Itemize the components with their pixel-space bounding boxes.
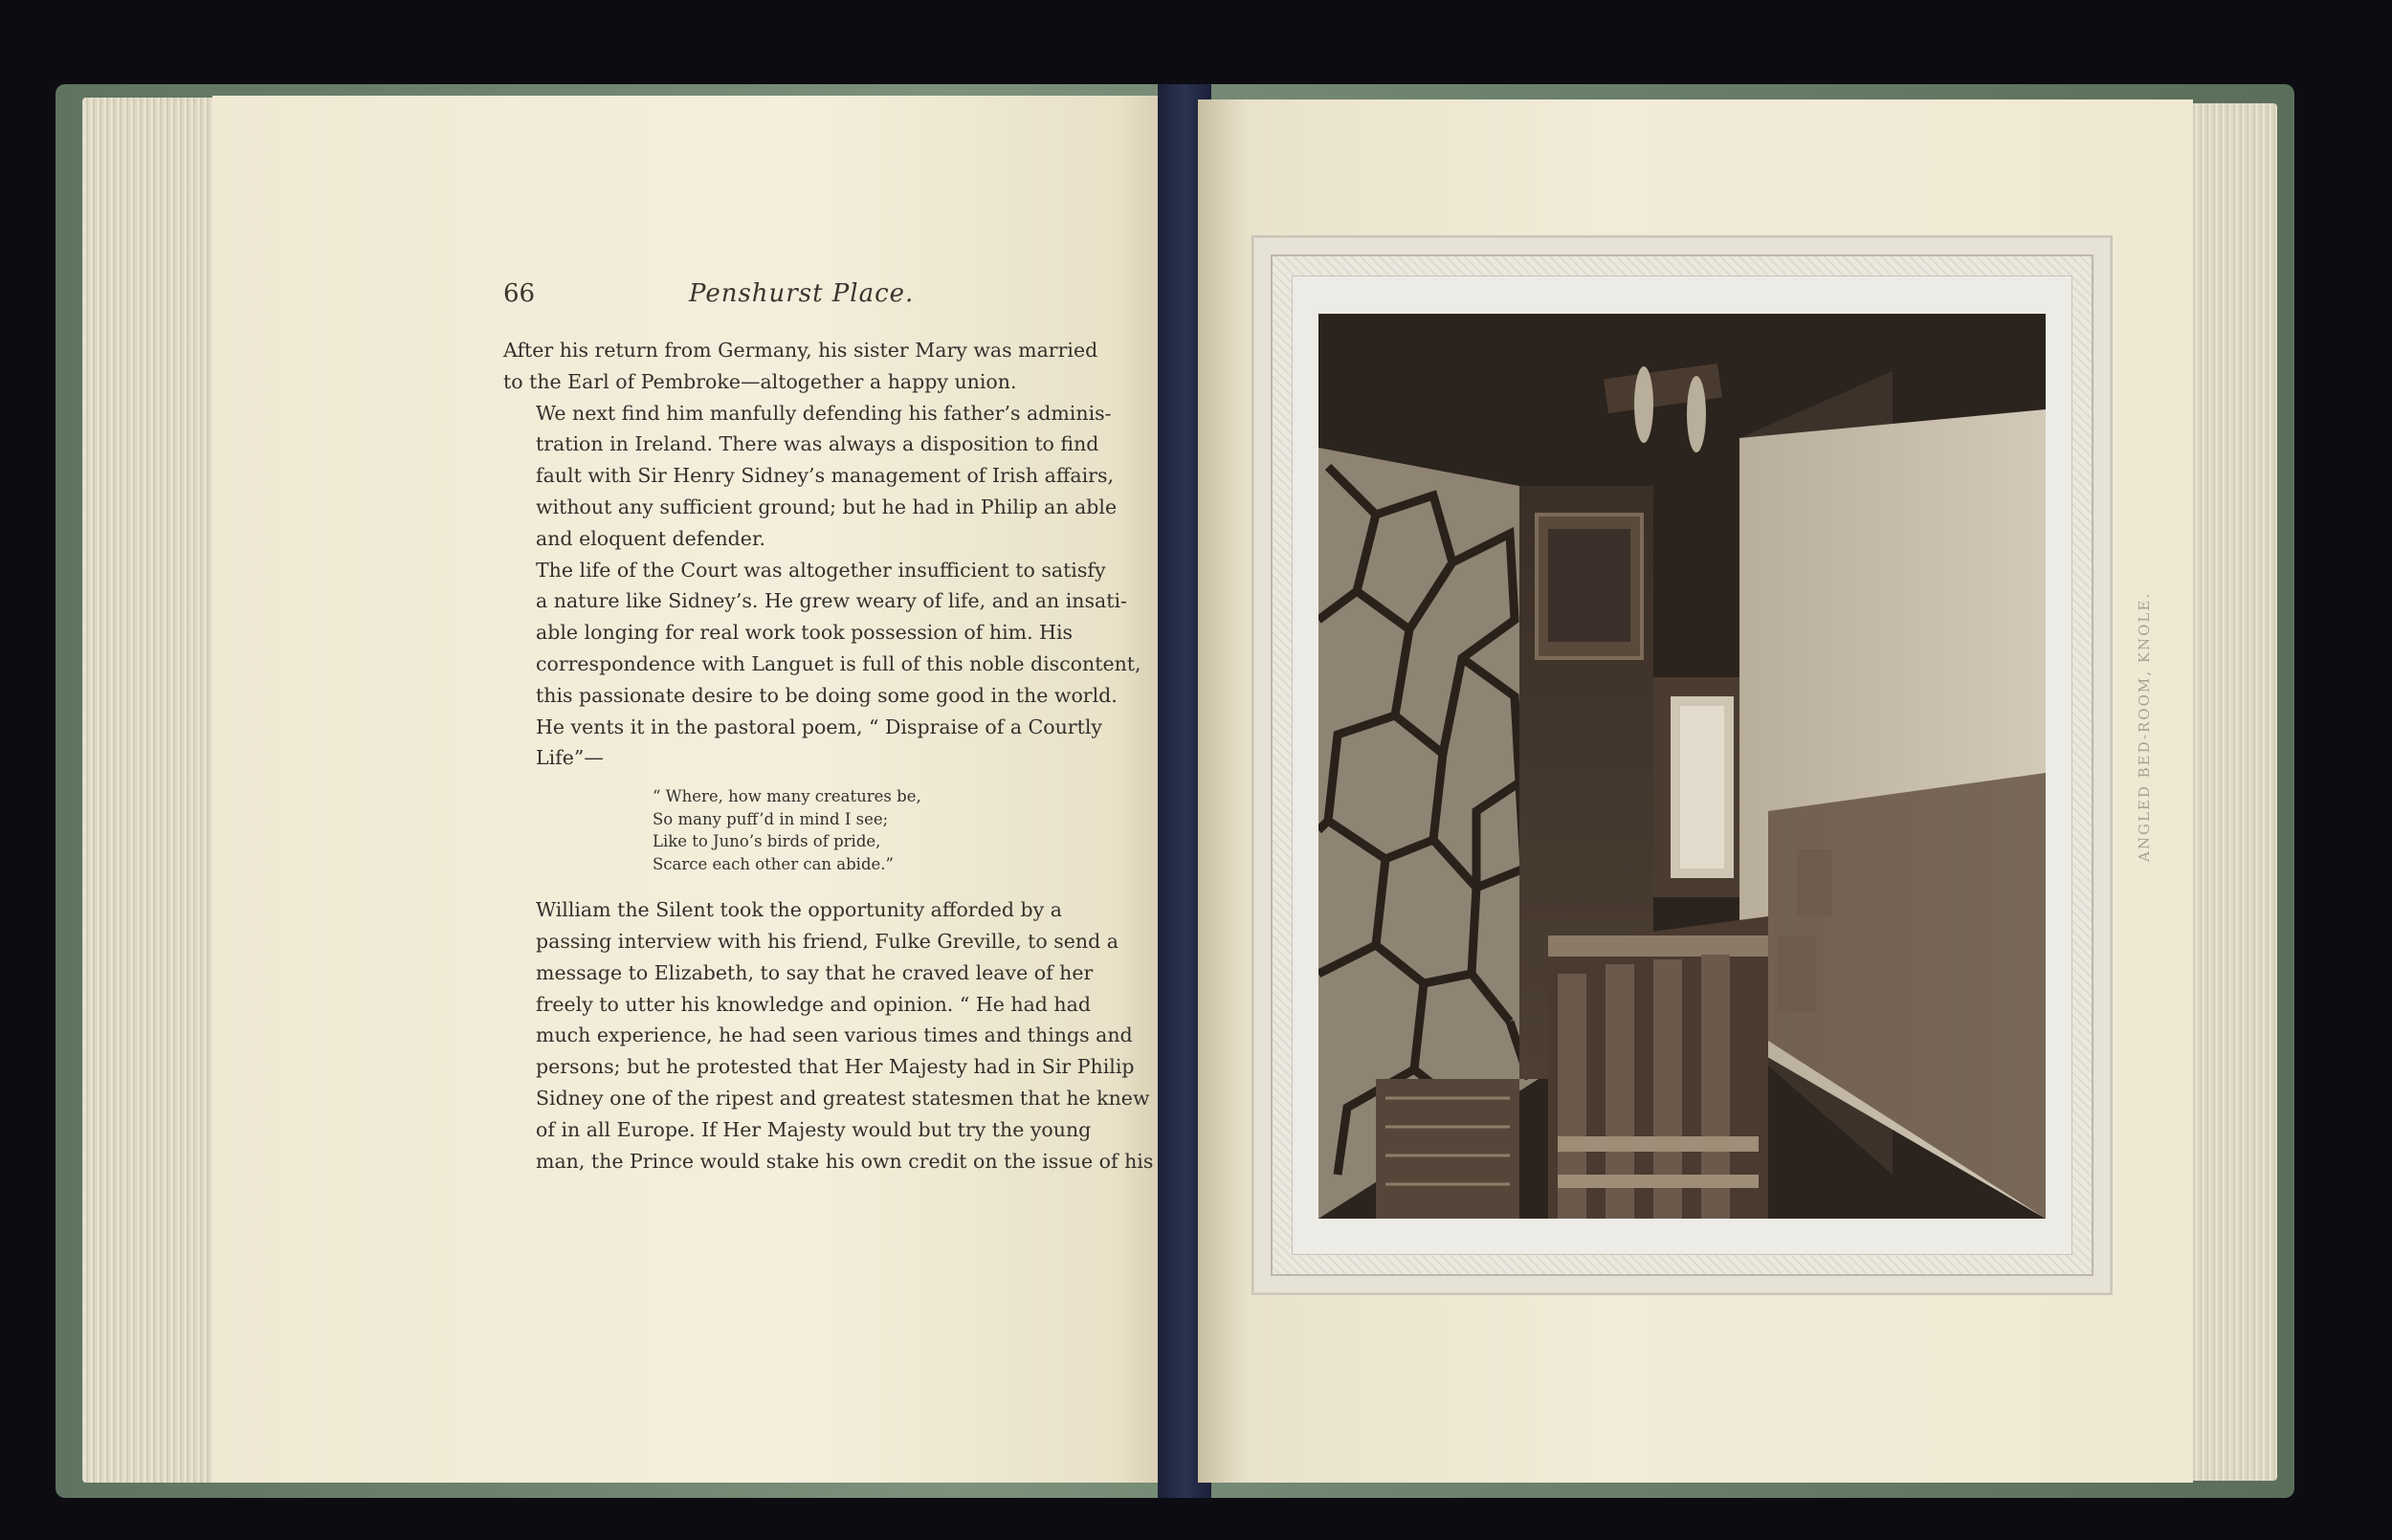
text-line: to the Earl of Pembroke—altogether a happy union. xyxy=(503,369,1017,393)
poem-line: So many puff’d in mind I see; xyxy=(653,809,889,828)
text-line: He vents it in the pastoral poem, “ Dispraise of a Courtly xyxy=(536,715,1102,738)
text-line: and eloquent defender. xyxy=(536,526,766,550)
text-line: without any sufficient ground; but he had in Philip an able xyxy=(536,495,1118,518)
bedroom-photograph-image xyxy=(1318,314,2046,1219)
paragraph xyxy=(503,555,1141,775)
text-line: William the Silent took the opportunity afforded by a xyxy=(536,898,1062,922)
page-number: 66 xyxy=(503,279,536,308)
text-line: message to Elizabeth, to say that he craved leave of her xyxy=(536,960,1094,984)
text-line: Sidney one of the ripest and greatest statesmen that he knew xyxy=(536,1086,1150,1110)
running-title: Penshurst Place. xyxy=(689,279,915,308)
poem-line: Scarce each other can abide.” xyxy=(653,854,894,873)
text-line: able longing for real work took possession of him. His xyxy=(536,621,1074,645)
text-line: We next find him manfully defending his father’s adminis- xyxy=(536,401,1112,425)
text-line: The life of the Court was altogether insufficient to satisfy xyxy=(536,558,1106,582)
running-head xyxy=(503,279,1049,314)
text-line: much experience, he had seen various times and things and xyxy=(536,1023,1133,1047)
paragraph xyxy=(503,894,1154,1177)
text-line: freely to utter his knowledge and opinion. “ He had had xyxy=(536,992,1091,1016)
bedroom-photograph xyxy=(1318,314,2046,1219)
text-line: persons; but he protested that Her Majesty had in Sir Philip xyxy=(536,1055,1135,1079)
poem-quotation xyxy=(653,785,1047,875)
plate-caption: ANGLED BED-ROOM, KNOLE. xyxy=(2136,591,2153,863)
text-line: correspondence with Languet is full of this noble discontent, xyxy=(536,651,1141,675)
text-line: After his return from Germany, his sister Mary was married xyxy=(503,339,1098,362)
poem-line: Like to Juno’s birds of pride, xyxy=(653,832,881,851)
paragraph xyxy=(503,398,1118,555)
text-line: a nature like Sidney’s. He grew weary of life, and an insati- xyxy=(536,589,1127,613)
text-line: of in all Europe. If Her Majesty would but try the young xyxy=(536,1117,1092,1141)
text-line: Life”— xyxy=(536,746,604,770)
paragraphs-after-poem xyxy=(503,894,1154,1177)
text-line: this passionate desire to be doing some good in the world. xyxy=(536,683,1118,707)
text-line: passing interview with his friend, Fulke Greville, to send a xyxy=(536,929,1118,953)
poem-line: “ Where, how many creatures be, xyxy=(653,787,921,806)
text-line: man, the Prince would stake his own credit on the issue of his xyxy=(536,1149,1154,1173)
body-text xyxy=(503,335,1154,1177)
paragraph xyxy=(503,335,1098,398)
text-line: tration in Ireland. There was always a disposition to find xyxy=(536,432,1099,456)
left-page-edges xyxy=(82,98,216,1483)
text-line: fault with Sir Henry Sidney’s management of Irish affairs, xyxy=(536,464,1115,488)
paragraphs-before-poem xyxy=(503,335,1141,774)
